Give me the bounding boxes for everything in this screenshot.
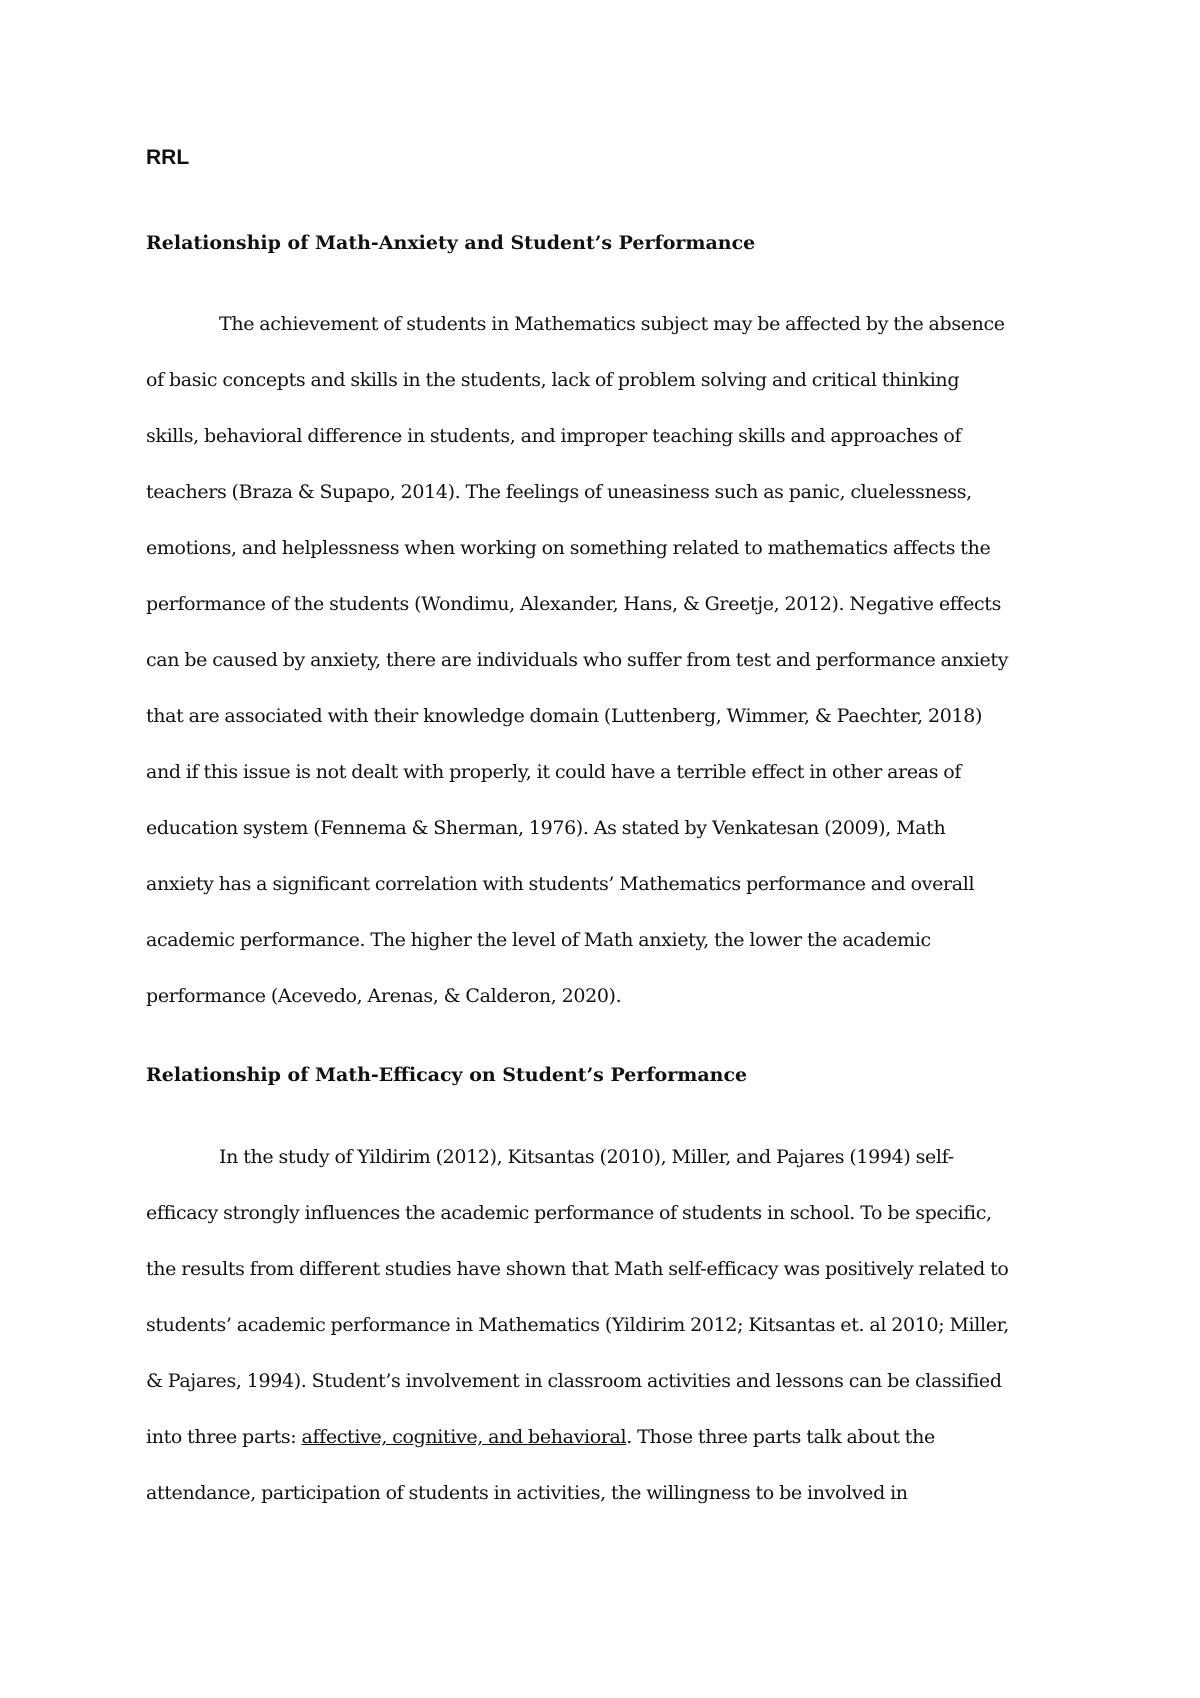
section-heading-math-efficacy: Relationship of Math-Efficacy on Student’s Performance [146, 1064, 748, 1086]
paragraph-line: attendance, participation of students in activities, the willingness to be involved in [146, 1482, 908, 1504]
paragraph-line: In the study of Yildirim (2012), Kitsantas (2010), Miller, and Pajares (1994) self- [219, 1146, 954, 1168]
text-segment: . Those three parts talk about the [626, 1426, 935, 1448]
paragraph-math-efficacy [146, 1129, 1066, 1521]
underlined-phrase: affective, cognitive, and behavioral [301, 1426, 627, 1448]
paragraph-line: & Pajares, 1994). Student’s involvement in classroom activities and lessons can be classified [146, 1370, 1002, 1392]
document-label: RRL [146, 146, 190, 169]
paragraph-line: students’ academic performance in Mathematics (Yildirim 2012; Kitsantas et. al 2010; Miller, [146, 1314, 1009, 1336]
paragraph-line: teachers (Braza & Supapo, 2014). The feelings of uneasiness such as panic, cluelessness, [146, 481, 972, 503]
paragraph-line: and if this issue is not dealt with properly, it could have a terrible effect in other areas of [146, 761, 962, 783]
paragraph-line: the results from different studies have shown that Math self-efficacy was positively related to [146, 1258, 1009, 1280]
paragraph-line: performance of the students (Wondimu, Alexander, Hans, & Greetje, 2012). Negative effects [146, 593, 1001, 615]
paragraph-line-with-underline [146, 1409, 1066, 1465]
paragraph-line: efficacy strongly influences the academic performance of students in school. To be specific, [146, 1202, 992, 1224]
paragraph-line: emotions, and helplessness when working on something related to mathematics affects the [146, 537, 991, 559]
paragraph-math-anxiety [146, 296, 1066, 1024]
paragraph-line: of basic concepts and skills in the students, lack of problem solving and critical thinking [146, 369, 960, 391]
text-segment: into three parts: [146, 1426, 302, 1448]
paragraph-line: performance (Acevedo, Arenas, & Calderon, 2020). [146, 985, 622, 1007]
paragraph-line: education system (Fennema & Sherman, 1976). As stated by Venkatesan (2009), Math [146, 817, 946, 839]
section-heading-math-anxiety: Relationship of Math-Anxiety and Student’s Performance [146, 232, 756, 254]
paragraph-line: The achievement of students in Mathematics subject may be affected by the absence [219, 313, 1005, 335]
paragraph-line: academic performance. The higher the level of Math anxiety, the lower the academic [146, 929, 931, 951]
paragraph-line: skills, behavioral difference in students, and improper teaching skills and approaches of [146, 425, 962, 447]
paragraph-line: that are associated with their knowledge domain (Luttenberg, Wimmer, & Paechter, 2018) [146, 705, 983, 727]
paragraph-line: can be caused by anxiety, there are individuals who suffer from test and performance anxiety [146, 649, 1009, 671]
paragraph-line: anxiety has a significant correlation with students’ Mathematics performance and overall [146, 873, 975, 895]
